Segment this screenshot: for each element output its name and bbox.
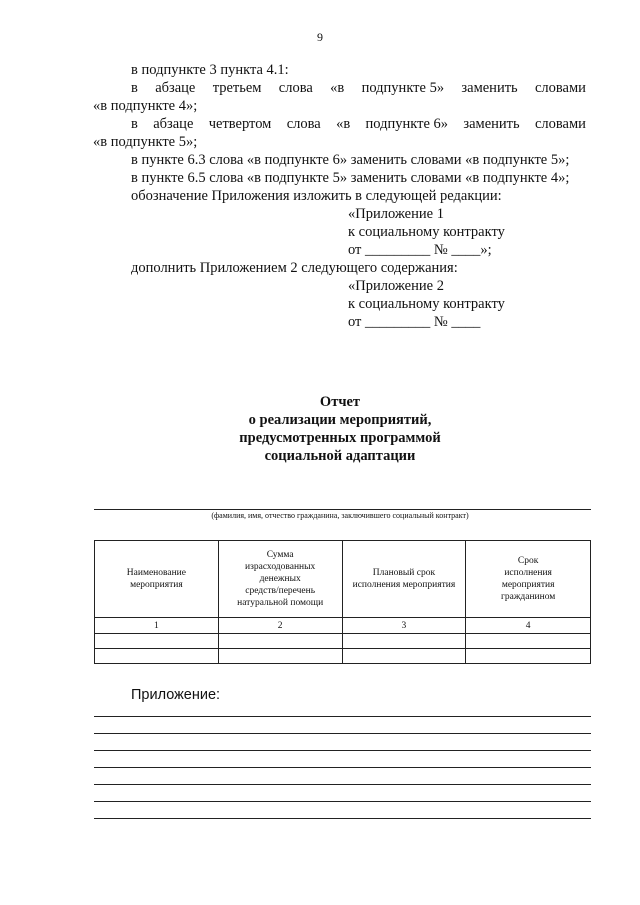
name-fill-line — [94, 509, 591, 510]
amend-line-2 — [131, 80, 586, 97]
word: слова — [278, 80, 313, 96]
appendix-2-line: от _________ № ____ — [348, 314, 481, 330]
report-title-line: предусмотренных программой — [239, 430, 441, 446]
appendix-label: Приложение: — [131, 687, 221, 703]
amend-line-8: обозначение Приложения изложить в следующей редакции: — [131, 188, 502, 204]
table-cell — [218, 649, 342, 664]
word: абзаце — [155, 80, 196, 96]
appendix-fill-line — [94, 750, 591, 751]
amend-line-7: в пункте 6.5 слова «в подпункте 5» заменить словами «в подпункте 4»; — [131, 170, 570, 186]
appendix-fill-line — [94, 801, 591, 802]
word: в — [131, 116, 138, 132]
word: заменить — [461, 80, 518, 96]
table-cell — [342, 634, 466, 649]
report-table — [94, 540, 591, 664]
table-header-row — [95, 541, 591, 618]
report-title-line: социальной адаптации — [264, 448, 416, 464]
table-number-row — [95, 618, 591, 634]
word: словами — [534, 116, 586, 132]
appendix-1-line: к социальному контракту — [348, 224, 505, 240]
word: слова — [286, 116, 321, 132]
appendix-fill-line — [94, 733, 591, 734]
header-planned-deadline: Плановый срок исполнения мероприятия — [342, 541, 466, 618]
word: четвертом — [208, 116, 272, 132]
column-number: 1 — [95, 618, 219, 634]
appendix-1-line: от _________ № ____»; — [348, 242, 492, 258]
column-number: 3 — [342, 618, 466, 634]
appendix-2-line: «Приложение 2 — [348, 278, 444, 294]
word: «в — [330, 80, 345, 96]
word: третьем — [212, 80, 262, 96]
amend-line-3: «в подпункте 4»; — [93, 98, 198, 114]
word: подпункте 6» — [365, 116, 449, 132]
table-cell — [466, 649, 591, 664]
header-actual-deadline: Срок исполнения мероприятия гражданином — [466, 541, 591, 618]
appendix-2-line: к социальному контракту — [348, 296, 505, 312]
amend-line-4 — [131, 116, 586, 133]
header-amount-spent: Сумма израсходованных денежных средств/перечень натуральной помощи — [218, 541, 342, 618]
word: подпункте 5» — [361, 80, 445, 96]
table-cell — [218, 634, 342, 649]
word: «в — [336, 116, 351, 132]
word: словами — [534, 80, 586, 96]
table-row — [95, 649, 591, 664]
appendix-fill-line — [94, 767, 591, 768]
appendix-fill-line — [94, 818, 591, 819]
amend-line-5: «в подпункте 5»; — [93, 134, 198, 150]
word: абзаце — [153, 116, 194, 132]
table-cell — [466, 634, 591, 649]
table-cell — [95, 649, 219, 664]
appendix-fill-line — [94, 784, 591, 785]
report-title-line: Отчет — [319, 394, 361, 410]
appendix-1-line: «Приложение 1 — [348, 206, 444, 222]
table-cell — [342, 649, 466, 664]
amend-line-6: в пункте 6.3 слова «в подпункте 6» заменить словами «в подпункте 5»; — [131, 152, 570, 168]
column-number: 2 — [218, 618, 342, 634]
amend-line-9: дополнить Приложением 2 следующего содержания: — [131, 260, 458, 276]
name-caption: (фамилия, имя, отчество гражданина, заключившего социальный контракт) — [211, 511, 469, 520]
table-cell — [95, 634, 219, 649]
page-number: 9 — [317, 30, 323, 44]
report-title-line: о реализации мероприятий, — [248, 412, 432, 428]
header-activity-name: Наименование мероприятия — [95, 541, 219, 618]
table-row — [95, 634, 591, 649]
word: заменить — [463, 116, 520, 132]
amend-line-1: в подпункте 3 пункта 4.1: — [131, 62, 289, 78]
appendix-fill-line — [94, 716, 591, 717]
column-number: 4 — [466, 618, 591, 634]
word: в — [131, 80, 138, 96]
